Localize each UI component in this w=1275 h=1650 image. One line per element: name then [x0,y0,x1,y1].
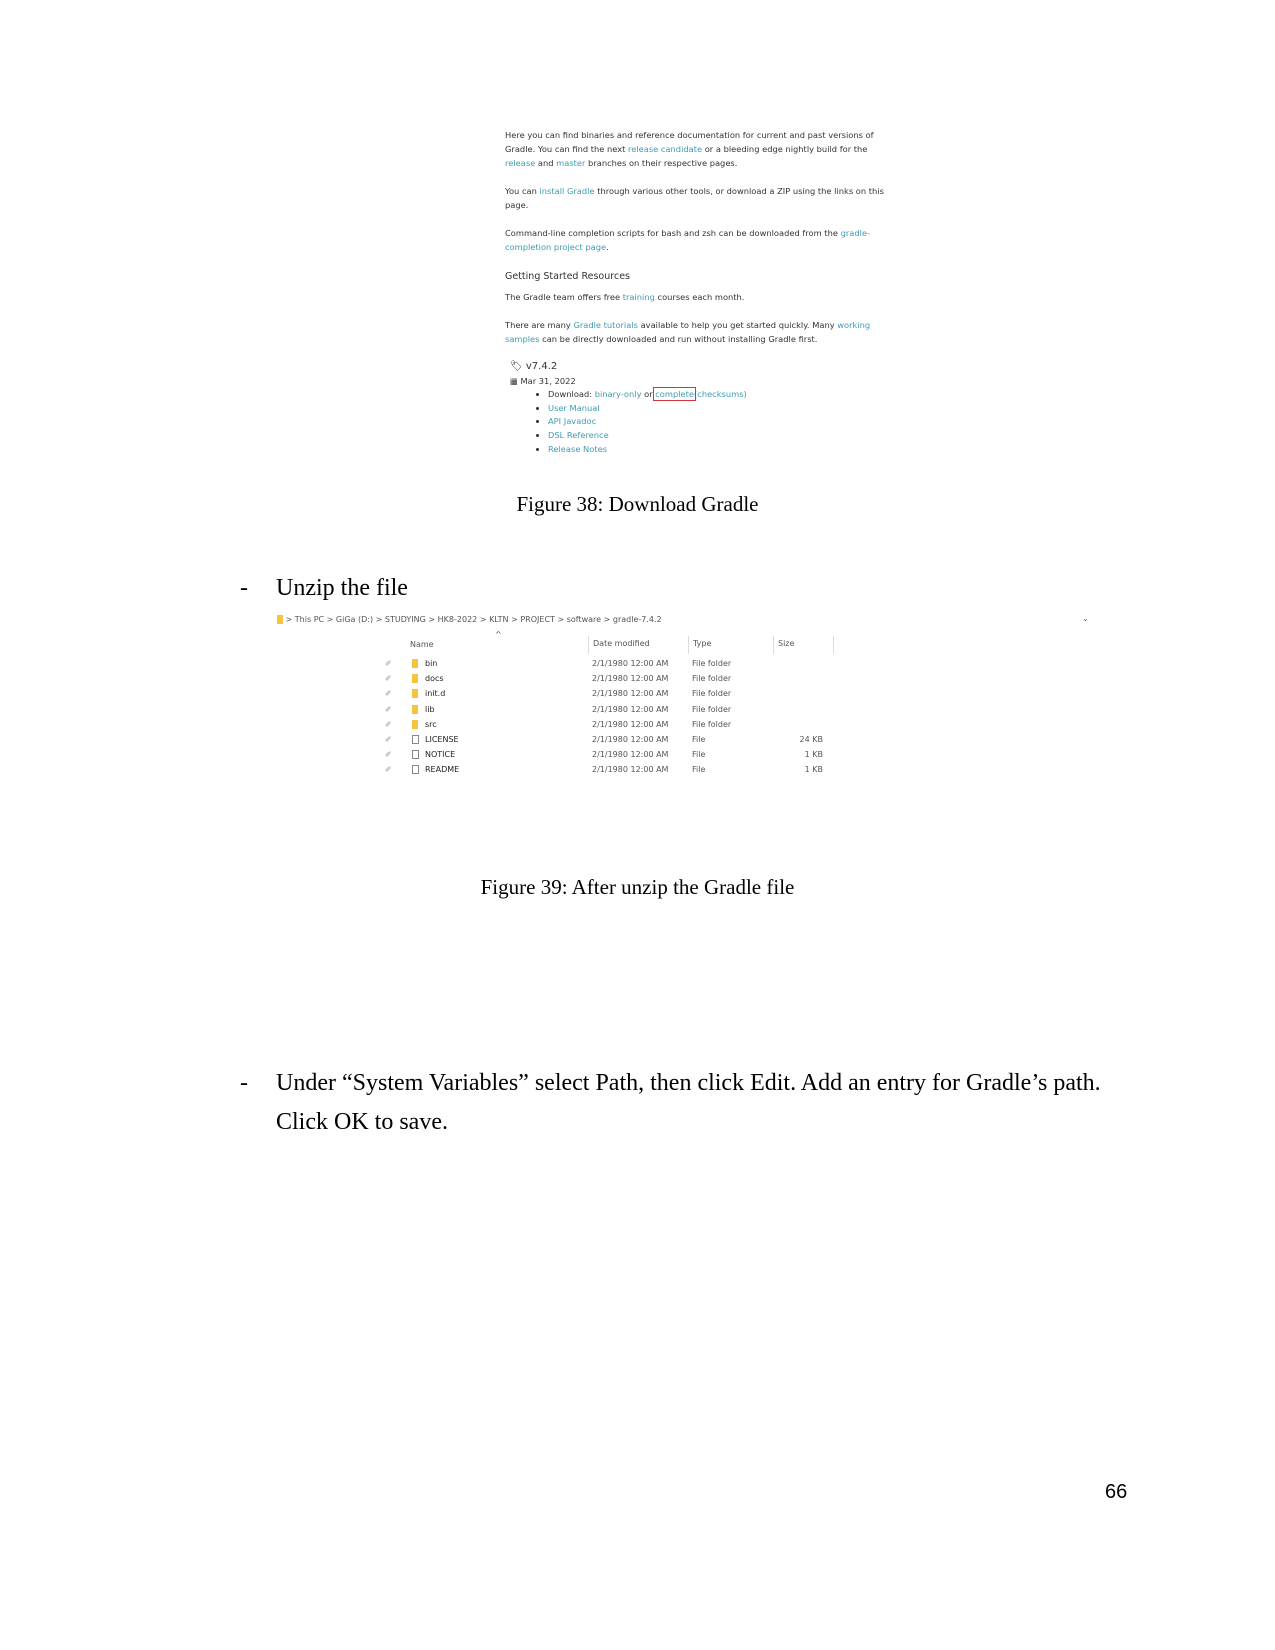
file-name: bin [425,659,438,668]
file-type: File folder [692,689,732,699]
file-size: 1 KB [804,765,823,775]
file-row[interactable] [270,689,830,703]
version: 🏷︎ v7.4.2 [510,361,558,372]
breadcrumb-item[interactable]: This PC [294,615,325,624]
bullet-system-variables: Under “System Variables” select Path, then click Edit. Add an entry for Gradle’s path. Click OK to save. [276,1070,1101,1135]
file-type: File folder [692,719,732,729]
pin-icon[interactable]: ✐ [385,689,392,699]
folder-icon [412,689,418,698]
pin-icon[interactable]: ✐ [385,765,392,775]
calendar-icon: ▦ [510,376,518,386]
chevron-right-icon: > [324,615,336,624]
file-type: File [692,735,706,744]
file-size: 1 KB [804,750,823,760]
file-date: 2/1/1980 12:00 AM [592,689,669,699]
sort-arrow-icon: ^ [495,630,502,639]
column-size[interactable]: Size [773,636,834,654]
pin-icon[interactable]: ✐ [385,735,392,744]
para-3: Command-line completion scripts for bash and zsh can be downloaded from the gradle-completion project page. [505,228,871,252]
folder-icon [412,659,418,668]
file-type: File folder [692,659,732,668]
figure-39-caption: Figure 39: After unzip the Gradle file [480,875,795,899]
bullet-dash: - [240,575,248,601]
file-icon [412,735,419,744]
pin-icon[interactable]: ✐ [385,674,392,684]
file-type: File [692,750,706,760]
link[interactable]: master [556,158,586,168]
file-name: init.d [425,689,446,699]
file-row[interactable] [270,674,830,688]
column-date[interactable]: Date modified [588,636,650,654]
folder-icon [412,674,418,683]
binary-only-link[interactable]: binary-only [594,389,642,399]
chevron-right-icon: > [477,615,490,624]
file-date: 2/1/1980 12:00 AM [592,719,669,729]
file-size: 24 KB [799,735,823,744]
link[interactable]: working samples [505,320,871,344]
download-item: • Download: binary-only or complete(checksums) [548,388,890,402]
para-1: Here you can find binaries and reference documentation for current and past versions of Gradle. You can find the next release candidate or a bleeding edge nightly build for the release and master branches on their respective pages. [505,130,874,168]
complete-link[interactable]: complete [655,389,695,399]
file-date: 2/1/1980 12:00 AM [592,750,669,760]
breadcrumb-item[interactable]: STUDYING [384,615,426,624]
para-4: The Gradle team offers free training courses each month. [505,292,745,302]
breadcrumb-item[interactable]: software [566,615,602,624]
chevron-down-icon[interactable]: ⌄ [1082,614,1089,623]
file-date: 2/1/1980 12:00 AM [592,704,669,714]
file-icon [412,765,419,774]
file-type: File folder [692,704,732,714]
file-type: File [692,765,706,775]
pin-icon[interactable]: ✐ [385,750,392,760]
breadcrumb-item[interactable]: HK8-2022 [437,615,478,624]
chevron-right-icon: > [425,615,438,624]
api-javadoc-link[interactable]: API Javadoc [548,416,597,427]
file-name: lib [425,704,435,714]
chevron-right-icon: > [508,615,521,624]
dsl-reference-link[interactable]: DSL Reference [548,430,609,441]
file-row[interactable] [270,705,830,719]
column-name[interactable]: Name [410,640,434,649]
file-name: LICENSE [425,735,459,744]
file-icon [412,750,419,759]
column-type[interactable]: Type [688,636,711,654]
figure-38-screenshot [505,128,890,457]
file-name: src [425,719,437,729]
release-date: ▦ Mar 31, 2022 [510,376,576,386]
heading: Getting Started Resources [505,271,630,282]
link[interactable]: release [505,158,536,168]
file-row[interactable] [270,735,830,749]
user-manual-link[interactable]: User Manual [548,402,600,413]
page-number: 66 [1105,1481,1128,1503]
para-5: There are many Gradle tutorials available to help you get started quickly. Many working samples can be directly downloaded and run without installing Gradle first. [505,320,871,344]
breadcrumb-item[interactable]: PROJECT [520,615,555,624]
link[interactable]: training [622,292,655,302]
breadcrumb [277,615,662,624]
tag-icon: 🏷︎ [510,361,523,372]
release-notes-link[interactable]: Release Notes [548,443,608,454]
chevron-right-icon: > [283,615,295,624]
file-date: 2/1/1980 12:00 AM [592,735,669,744]
file-date: 2/1/1980 12:00 AM [592,674,669,684]
para-2: You can install Gradle through various other tools, or download a ZIP using the links on this page. [505,186,884,210]
folder-icon [412,720,418,729]
chevron-right-icon: > [601,615,613,624]
bullet-dash: - [240,1070,248,1096]
file-date: 2/1/1980 12:00 AM [592,765,669,775]
chevron-right-icon: > [373,615,385,624]
checksums-link[interactable]: (checksums) [694,389,747,399]
figure-38-caption: Figure 38: Download Gradle [516,492,759,516]
file-row[interactable] [270,750,830,764]
pin-icon[interactable]: ✐ [385,659,392,668]
file-row[interactable] [270,720,830,734]
link[interactable]: Gradle tutorials [573,320,638,330]
link[interactable]: gradle-completion project page [505,228,871,252]
explorer-screenshot [270,610,1115,785]
file-name: README [425,765,460,775]
chevron-right-icon: > [554,615,567,624]
file-date: 2/1/1980 12:00 AM [592,659,669,668]
bullet-unzip: Unzip the file [276,575,408,601]
file-type: File folder [692,674,732,684]
link[interactable]: install Gradle [539,186,595,196]
file-name: docs [425,674,444,684]
file-row[interactable] [270,765,830,779]
breadcrumb-item[interactable]: gradle-7.4.2 [612,615,662,624]
file-name: NOTICE [425,750,456,760]
pin-icon[interactable]: ✐ [385,704,392,714]
pin-icon[interactable]: ✐ [385,719,392,729]
breadcrumb-item[interactable]: GiGa (D:) [335,615,374,624]
link[interactable]: release candidate [628,144,703,154]
file-row[interactable] [270,659,830,673]
breadcrumb-item[interactable]: KLTN [489,615,509,624]
folder-icon [412,705,418,714]
